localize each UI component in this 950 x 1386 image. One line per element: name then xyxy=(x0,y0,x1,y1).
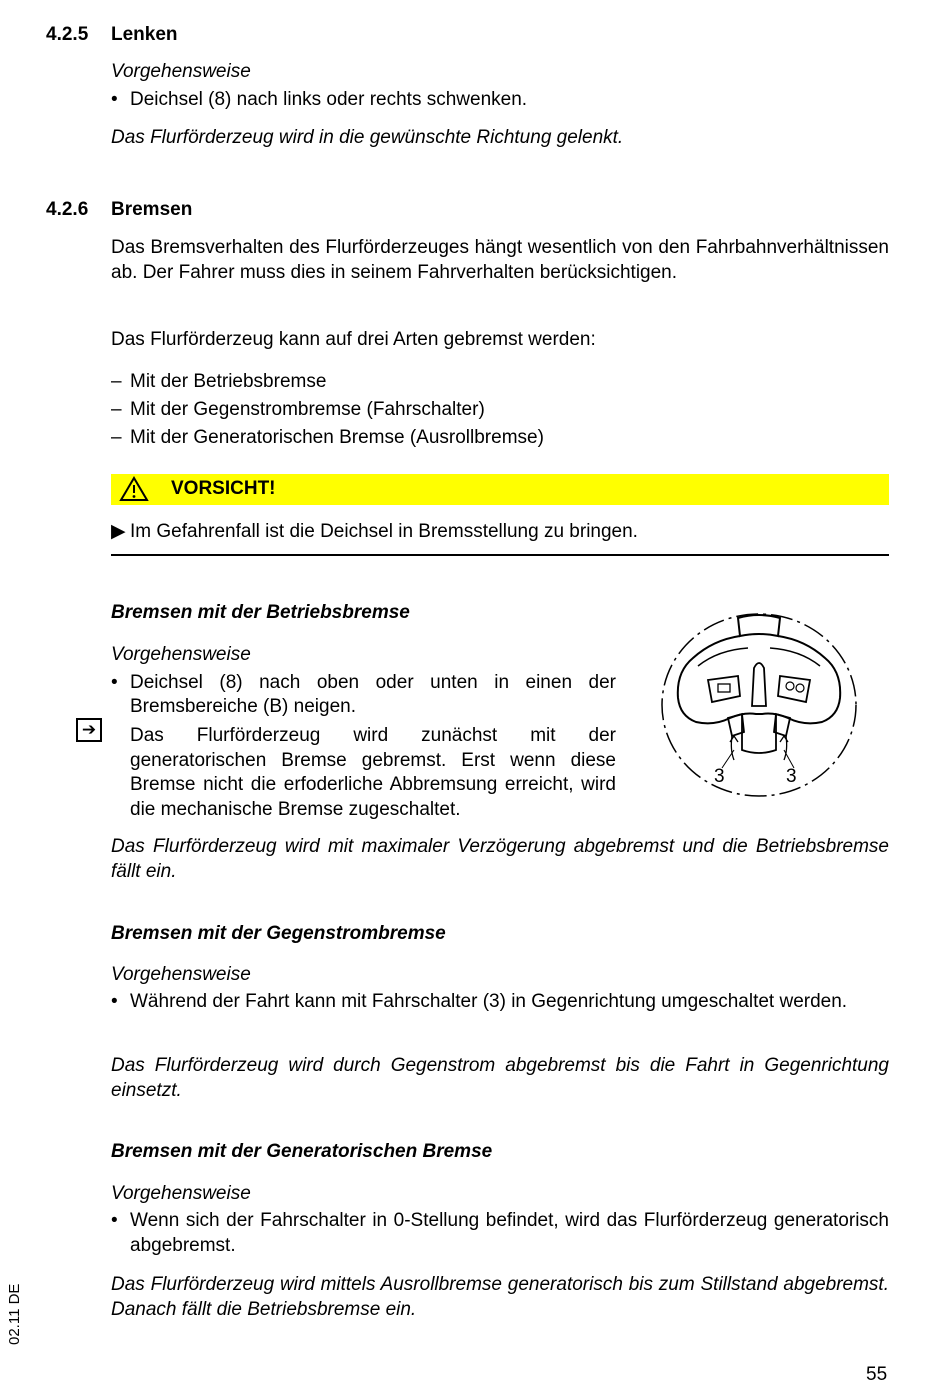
figure-label-right: 3 xyxy=(786,766,797,787)
subsection-title-betriebsbremse: Bremsen mit der Betriebsbremse xyxy=(111,602,410,623)
bremsen-types-intro: Das Flurförderzeug kann auf drei Arten gebremst werden: xyxy=(111,329,596,350)
brake-type-item: Mit der Generatorischen Bremse (Ausrollbremse) xyxy=(130,427,544,448)
gen-result: Das Flurförderzeug wird mittels Ausrollbremse generatorisch bis zum Stillstand abgebremst. Danach fällt die Betriebsbremse ein. xyxy=(111,1274,889,1320)
procedure-label: Vorgehensweise xyxy=(111,964,251,985)
dash-mark: – xyxy=(111,399,122,420)
dash-mark: – xyxy=(111,427,122,448)
bremsen-intro: Das Bremsverhalten des Flurförderzeuges hängt wesentlich von den Fahrbahnverhältnissen ab. Der Fahrer muss dies in seinem Fahrverhalten berücksichtigen. xyxy=(111,237,889,283)
betrieb-step-line1: Deichsel (8) nach oben oder unten in einen der xyxy=(130,672,616,693)
subsection-title-gegenstrombremse: Bremsen mit der Gegenstrombremse xyxy=(111,923,446,944)
footer-date-text: 02.11 DE xyxy=(6,1283,23,1345)
bullet-mark: • xyxy=(111,991,118,1012)
betrieb-result: Das Flurförderzeug wird mit maximaler Verzögerung abgebremst und die Betriebsbremse fällt ein. xyxy=(111,836,889,882)
lenken-result: Das Flurförderzeug wird in die gewünschte Richtung gelenkt. xyxy=(111,127,624,148)
figure-label-left: 3 xyxy=(714,766,725,787)
bullet-mark: • xyxy=(111,89,118,110)
brake-type-item: Mit der Gegenstrombremse (Fahrschalter) xyxy=(130,399,485,420)
section-number-4-2-5: 4.2.5 xyxy=(46,24,89,45)
brake-type-item: Mit der Betriebsbremse xyxy=(130,371,327,392)
procedure-label: Vorgehensweise xyxy=(111,644,251,665)
lenken-step: Deichsel (8) nach links oder rechts schwenken. xyxy=(130,89,528,110)
tiller-head-figure xyxy=(658,610,860,802)
gen-step: Wenn sich der Fahrschalter in 0-Stellung befindet, wird das Flurförderzeug generatorisch abgebremst. xyxy=(130,1210,889,1256)
reference-arrow-icon: ➔ xyxy=(76,718,102,742)
gegen-result: Das Flurförderzeug wird durch Gegenstrom abgebremst bis die Fahrt in Gegenrichtung einsetzt. xyxy=(111,1055,889,1101)
warning-bar xyxy=(111,474,889,505)
procedure-label: Vorgehensweise xyxy=(111,1183,251,1204)
warning-text: Im Gefahrenfall ist die Deichsel in Bremsstellung zu bringen. xyxy=(130,521,638,542)
warning-label: VORSICHT! xyxy=(171,478,276,499)
subsection-title-generatorische-bremse: Bremsen mit der Generatorischen Bremse xyxy=(111,1141,493,1162)
warning-triangle-icon xyxy=(119,476,149,502)
section-title-lenken: Lenken xyxy=(111,24,178,45)
gegen-step: Während der Fahrt kann mit Fahrschalter (3) in Gegenrichtung umgeschaltet werden. xyxy=(130,991,848,1012)
dash-mark: – xyxy=(111,371,122,392)
bullet-mark: • xyxy=(111,1210,118,1231)
betrieb-step-line2: Bremsbereiche (B) neigen. xyxy=(130,696,356,717)
page-number: 55 xyxy=(866,1364,888,1385)
bullet-mark: • xyxy=(111,672,118,693)
warning-divider xyxy=(111,554,889,556)
section-title-bremsen: Bremsen xyxy=(111,199,193,220)
warning-arrow-icon: ▶ xyxy=(111,521,126,542)
betrieb-note: Das Flurförderzeug wird zunächst mit der generatorischen Bremse gebremst. Erst wenn diese Bremse nicht die erfoderliche Abbremsung erreicht, wird die mechanische Bremse zugeschaltet. xyxy=(130,725,616,820)
section-number-4-2-6: 4.2.6 xyxy=(46,199,89,220)
procedure-label: Vorgehensweise xyxy=(111,61,251,82)
